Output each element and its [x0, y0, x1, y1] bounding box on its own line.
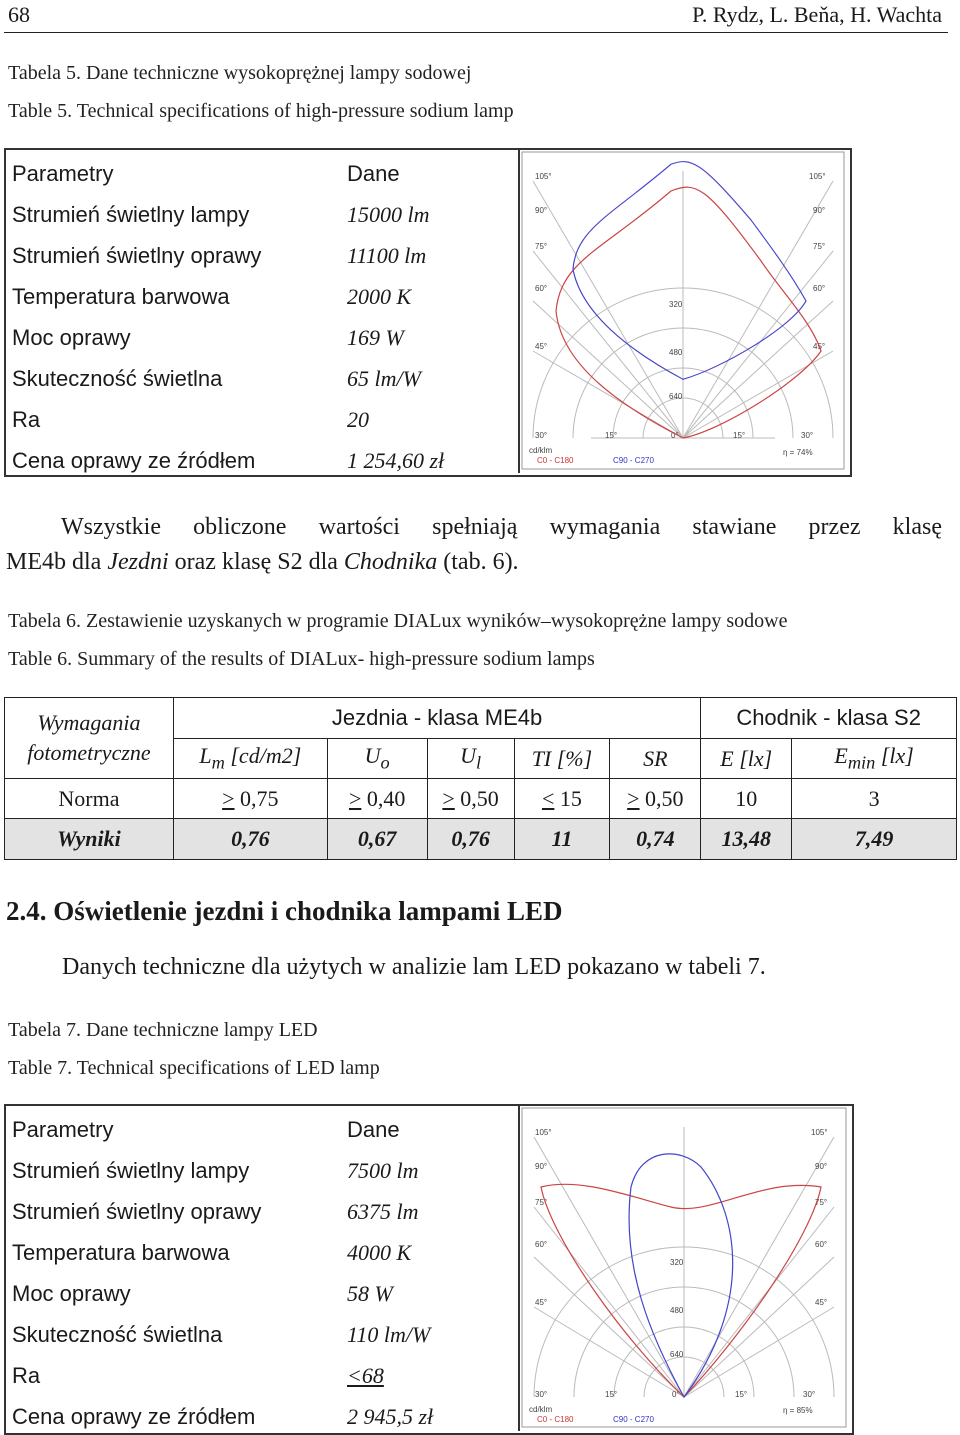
angle-label: 105°	[809, 172, 826, 181]
angle-label: 30°	[535, 431, 548, 440]
col-ti: TI [%]	[514, 739, 610, 779]
param-name: Skuteczność świetlna	[12, 366, 223, 391]
param-name: Temperatura barwowa	[12, 284, 230, 309]
col-text: U	[364, 743, 381, 769]
norm-sym: <	[541, 785, 555, 811]
result-cell: 13,48	[701, 819, 792, 860]
angle-label: 90°	[535, 1162, 548, 1171]
polar-diagram-sodium	[521, 151, 845, 470]
angle-label: 60°	[535, 284, 548, 293]
table7-caption-pl: Tabela 7. Dane techniczne lampy LED	[8, 1019, 318, 1041]
table7-col-param: Parametry	[12, 1117, 114, 1142]
angle-label: 15°	[605, 1390, 618, 1399]
table5-caption-pl: Tabela 5. Dane techniczne wysokoprężnej lampy sodowej	[8, 62, 472, 84]
norm-sym: >	[222, 785, 235, 811]
text-span-italic: Chodnika	[343, 549, 438, 575]
table6-caption-en: Table 6. Summary of the results of DIALux- high-pressure sodium lamps	[8, 648, 595, 670]
text-span: (tab. 6).	[437, 549, 519, 575]
table5-col-value: Dane	[347, 161, 400, 186]
unit-label: cd/klm	[529, 446, 553, 455]
table5-caption-en: Table 5. Technical specifications of high-pressure sodium lamp	[8, 100, 514, 122]
paragraph-line1: Wszystkie obliczone wartości spełniają wymagania stawiane przez klasę	[61, 514, 942, 540]
angle-label: 15°	[605, 431, 618, 440]
radial-label: 480	[670, 1306, 684, 1315]
angle-label: 15°	[733, 431, 746, 440]
radial-label: 480	[669, 348, 683, 357]
param-name: Ra	[12, 1363, 41, 1388]
param-name: Skuteczność świetlna	[12, 1322, 223, 1347]
angle-label: 105°	[811, 1128, 828, 1137]
param-value: 6375 lm	[347, 1199, 419, 1224]
legend-c0: C0 - C180	[537, 1415, 574, 1424]
table7-left-cell	[4, 1104, 520, 1431]
param-name: Moc oprawy	[12, 1281, 131, 1306]
col-unit: [lx]	[875, 743, 914, 769]
angle-label: 60°	[815, 1240, 828, 1249]
text-span: ME4b dla	[6, 549, 108, 575]
param-value: 15000 lm	[347, 202, 430, 227]
legend-c90: C90 - C270	[613, 456, 654, 465]
angle-label: 45°	[813, 342, 826, 351]
angle-label: 60°	[535, 1240, 548, 1249]
angle-label: 60°	[813, 284, 826, 293]
angle-label: 45°	[535, 1298, 548, 1307]
norm-val: 15	[554, 785, 582, 811]
angle-label: 0°	[671, 431, 679, 440]
col-text: E	[834, 743, 848, 769]
table5-col-param: Parametry	[12, 161, 114, 186]
angle-label: 45°	[535, 342, 548, 351]
unit-label: cd/klm	[529, 1405, 553, 1414]
col-sub: o	[380, 752, 390, 773]
group-walk: Chodnik - klasa S2	[701, 698, 957, 739]
angle-label: 105°	[535, 1128, 552, 1137]
col-uo	[327, 739, 427, 779]
param-name: Moc oprawy	[12, 325, 131, 350]
results-label: Wyniki	[5, 819, 174, 860]
param-value: 1 254,60 zł	[347, 448, 445, 473]
param-name: Strumień świetlny lampy	[12, 1158, 250, 1183]
table6-caption-pl: Tabela 6. Zestawienie uzyskanych w programie DIALux wyników–wysokoprężne lampy sodowe	[8, 610, 788, 632]
angle-label: 0°	[672, 1390, 680, 1399]
angle-label: 30°	[801, 431, 814, 440]
norm-cell	[427, 779, 514, 819]
angle-label: 90°	[815, 1162, 828, 1171]
paragraph-results	[6, 510, 942, 580]
result-cell: 0,67	[327, 819, 427, 860]
text-span: oraz klasę S2 dla	[168, 549, 344, 575]
param-name: Ra	[12, 407, 41, 432]
result-cell: 0,74	[610, 819, 701, 860]
param-value: 20	[347, 407, 369, 432]
norm-sym: >	[627, 785, 640, 811]
angle-label: 30°	[803, 1390, 816, 1399]
param-value: <68	[347, 1363, 384, 1388]
col-ul	[427, 739, 514, 779]
req-label: Wymagania fotometryczne	[5, 698, 174, 779]
col-e: E [lx]	[701, 739, 792, 779]
angle-label: 75°	[813, 242, 826, 251]
norm-label: Norma	[5, 779, 174, 819]
col-text: U	[460, 743, 476, 769]
radial-label: 320	[670, 1258, 684, 1267]
polar-diagram-led	[521, 1107, 847, 1428]
param-name: Strumień świetlny oprawy	[12, 1199, 262, 1224]
text-span-italic: Jezdni	[107, 549, 169, 575]
result-cell: 7,49	[792, 819, 957, 860]
param-value: 110 lm/W	[347, 1322, 431, 1347]
angle-label: 75°	[815, 1198, 828, 1207]
authors: P. Rydz, L. Beňa, H. Wachta	[692, 2, 942, 27]
angle-label: 75°	[535, 1198, 548, 1207]
norm-sym: >	[348, 785, 362, 811]
angle-label: 105°	[535, 172, 552, 181]
norm-val: 0,50	[639, 785, 684, 811]
param-value: 65 lm/W	[347, 366, 421, 391]
radial-label: 320	[669, 300, 683, 309]
result-cell: 11	[514, 819, 610, 860]
angle-label: 15°	[735, 1390, 748, 1399]
col-lm	[173, 739, 327, 779]
group-road: Jezdnia - klasa ME4b	[173, 698, 700, 739]
param-name: Strumień świetlny lampy	[12, 202, 250, 227]
param-name: Strumień świetlny oprawy	[12, 243, 262, 268]
param-value: 58 W	[347, 1281, 393, 1306]
section-text: Danych techniczne dla użytych w analizie lam LED pokazano w tabeli 7.	[62, 954, 766, 980]
norm-cell: 3	[792, 779, 957, 819]
norm-val: 0,40	[361, 785, 406, 811]
col-text: L	[199, 743, 212, 769]
angle-label: 90°	[535, 206, 548, 215]
legend-c90: C90 - C270	[613, 1415, 654, 1424]
col-sub: l	[475, 752, 482, 773]
norm-val: 0,50	[454, 785, 499, 811]
col-emin	[792, 739, 957, 779]
angle-label: 90°	[813, 206, 826, 215]
param-value: 2000 K	[347, 284, 412, 309]
param-value: 7500 lm	[347, 1158, 419, 1183]
result-cell: 0,76	[173, 819, 327, 860]
result-cell: 0,76	[427, 819, 514, 860]
norm-cell	[610, 779, 701, 819]
param-value: 2 945,5 zł	[347, 1404, 434, 1429]
radial-label: 640	[669, 392, 683, 401]
param-name: Temperatura barwowa	[12, 1240, 230, 1265]
param-value: 169 W	[347, 325, 404, 350]
norm-cell	[327, 779, 427, 819]
efficiency-label: η = 85%	[783, 1406, 813, 1415]
norm-sym: >	[442, 785, 455, 811]
efficiency-label: η = 74%	[783, 448, 813, 457]
norm-cell	[173, 779, 327, 819]
page-number: 68	[8, 2, 30, 27]
table6-results	[4, 697, 957, 860]
section-heading: 2.4. Oświetlenie jezdni i chodnika lampami LED	[6, 896, 563, 926]
col-sub: min	[847, 752, 876, 773]
norm-cell	[514, 779, 610, 819]
norm-val: 0,75	[234, 785, 279, 811]
col-sr: SR	[610, 739, 701, 779]
param-name: Cena oprawy ze źródłem	[12, 448, 256, 473]
norm-cell: 10	[701, 779, 792, 819]
results-row	[5, 819, 957, 860]
angle-label: 75°	[535, 242, 548, 251]
param-name: Cena oprawy ze źródłem	[12, 1404, 256, 1429]
angle-label: 30°	[535, 1390, 548, 1399]
col-sub: m	[211, 752, 225, 773]
col-unit: [cd/m2]	[224, 743, 302, 769]
angle-label: 45°	[815, 1298, 828, 1307]
param-value: 11100 lm	[347, 243, 427, 268]
param-value: 4000 K	[347, 1240, 412, 1265]
radial-label: 640	[670, 1350, 684, 1359]
table7-col-value: Dane	[347, 1117, 400, 1142]
paragraph-line2	[6, 545, 942, 580]
table5-left-cell	[4, 148, 520, 473]
legend-c0: C0 - C180	[537, 456, 574, 465]
header-divider	[4, 32, 948, 33]
table7-caption-en: Table 7. Technical specifications of LED lamp	[8, 1057, 380, 1079]
norm-row	[5, 779, 957, 819]
